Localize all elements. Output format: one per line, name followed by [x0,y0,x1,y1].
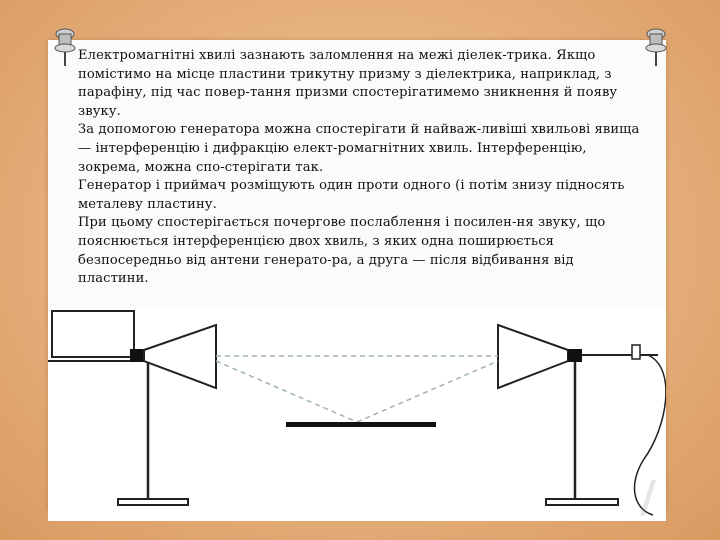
incident-ray [216,361,357,422]
receiver-base [546,499,618,505]
receiver-mount [568,349,582,362]
receiver-horn [498,325,568,388]
interference-setup-diagram [48,309,666,521]
metal-plate [286,422,436,427]
pushpin-icon [52,28,78,68]
reflected-ray [357,361,498,422]
slide-body-text [78,47,648,289]
receiver-clamp [632,345,640,359]
transmitter-base [118,499,188,505]
paragraph-setup: Генератор і приймач розміщують один проти одного (і потім знизу підносять металеву пластину. [78,178,625,212]
paragraph-refraction: Електромагнітні хвилі зазнають заломлення на межі діелек-трика. Якщо помістимо на місце пластини трикутну призму з діелектрика, наприклад, з парафіну, під час повер-тання призми спостерігатимемо зникнення й появу звуку. [78,48,618,119]
paragraph-generator-phenomena: За допомогою генератора можна спостерігати й найваж-ливіші хвильові явища — інтерференцію і дифракцію елект-ромагнітних хвиль. Інтерференцію, зокрема, можна спо-стерігати так. [78,122,640,175]
transmitter-horn [144,325,216,388]
generator-box [52,311,134,357]
paragraph-interference: При цьому спостерігається почергове послаблення і посилен-ня звуку, що пояснюється інтерференцією двох хвиль, з яких одна поширюється безпосередньо від антени генерато-ра, а друга — після відбивання від пластини. [78,215,606,287]
corner-watermark-mark: / [640,472,657,523]
transmitter-mount [130,349,144,362]
